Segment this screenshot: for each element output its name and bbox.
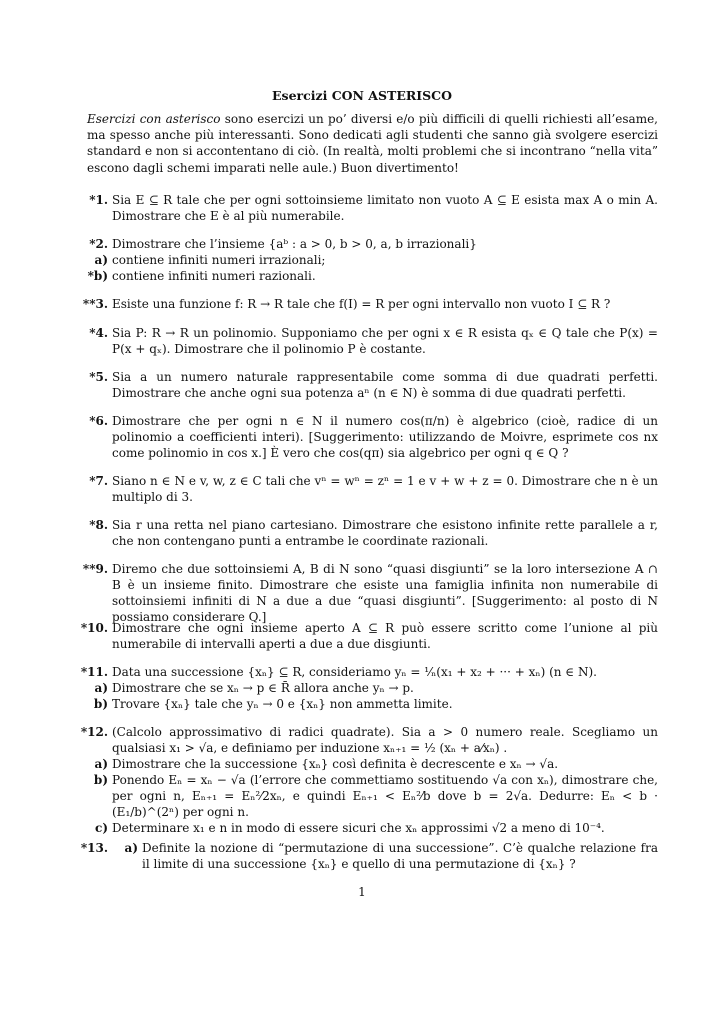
exercise-4 (62, 325, 658, 357)
intro-emphasis: Esercizi con asterisco (87, 112, 221, 126)
sub-text: Definite la nozione di “permutazione di una successione”. C’è qualche relazione fra il limite di una successione {xₙ} e quello di una permutazione di {xₙ} ? (142, 841, 658, 871)
sub-text: contiene infiniti numeri irrazionali; (112, 253, 326, 267)
exercise-number: **3. (82, 297, 108, 311)
exercise-number: *7. (89, 474, 108, 488)
exercise-3 (62, 296, 658, 312)
sub-text: Determinare x₁ e n in modo di essere sicuri che xₙ approssimi √2 a meno di 10⁻⁴. (112, 821, 605, 835)
exercise-number: *1. (89, 193, 108, 207)
exercise-2 (62, 236, 658, 284)
exercise-number: *2. (89, 237, 108, 251)
exercise-text: Esiste una funzione f: R → R tale che f(I) = R per ogni intervallo non vuoto I ⊆ R ? (112, 297, 611, 311)
exercise-number: *6. (89, 414, 108, 428)
exercise-10 (62, 620, 658, 652)
exercise-text: Sia r una retta nel piano cartesiano. Dimostrare che esistono infinite rette parallele a r, che non contengano punti a entrambe le coordinate razionali. (112, 518, 658, 548)
exercise-text: (Calcolo approssimativo di radici quadrate). Sia a > 0 numero reale. Scegliamo un qualsiasi x₁ > √a, e definiamo per induzione xₙ₊₁ = ½ (xₙ + a⁄xₙ) . (112, 725, 658, 755)
exercise-number: *5. (89, 370, 108, 384)
exercise-12 (62, 724, 658, 836)
exercise-text: Diremo che due sottoinsiemi A, B di N sono “quasi disgiunti” se la loro intersezione A ∩ B è un insieme finito. Dimostrare che esiste una famiglia infinita non numerabile di sottoinsiemi infiniti di N a due a due “quasi disgiunti”. [Suggerimento: al posto di N possiamo considerare Q.] (112, 562, 658, 624)
sub-label: a) (94, 681, 108, 695)
exercise-1 (62, 192, 658, 224)
intro-paragraph (87, 111, 658, 176)
exercise-text: Siano n ∈ N e v, w, z ∈ C tali che vⁿ = wⁿ = zⁿ = 1 e v + w + z = 0. Dimostrare che n è un multiplo di 3. (112, 474, 658, 504)
sub-label: c) (95, 821, 108, 835)
exercise-number: *10. (80, 621, 108, 635)
sub-text: Dimostrare che la successione {xₙ} così definita è decrescente e xₙ → √a. (112, 757, 559, 771)
exercise-text: Sia E ⊆ R tale che per ogni sottoinsieme limitato non vuoto A ⊆ E esista max A o min A. Dimostrare che E è al più numerabile. (112, 193, 658, 223)
exercise-number: *8. (89, 518, 108, 532)
exercise-number: *4. (89, 326, 108, 340)
sub-label: b) (93, 697, 108, 711)
exercise-number: *13. (80, 841, 108, 855)
exercise-7 (62, 473, 658, 505)
page-number: 1 (358, 885, 366, 899)
intro-text: sono esercizi un po’ diversi e/o più difficili di quelli richiesti all’esame, ma spesso anche più interessanti. Sono dedicati agli studenti che sanno già svolgere esercizi standard e non si accontentano di ciò. (In realtà, molti problemi che si incontrano “nella vita” escono dagli schemi imparati nelle aule.) Buon divertimento! (87, 112, 658, 175)
sub-text: Trovare {xₙ} tale che yₙ → 0 e {xₙ} non ammetta limite. (112, 697, 453, 711)
exercise-13 (62, 840, 658, 872)
exercise-8 (62, 517, 658, 549)
exercise-text: Dimostrare che ogni insieme aperto A ⊆ R può essere scritto come l’unione al più numerabile di intervalli aperti a due a due disgiunti. (112, 621, 658, 651)
sub-text: Dimostrare che se xₙ → p ∈ R̄ allora anche yₙ → p. (112, 681, 414, 695)
exercise-text: Data una successione {xₙ} ⊆ R, consideriamo yₙ = ¹⁄ₙ(x₁ + x₂ + ··· + xₙ) (n ∈ N). (112, 665, 597, 679)
exercise-number: *12. (80, 725, 108, 739)
exercise-number: **9. (82, 562, 108, 576)
exercise-text: Dimostrare che l’insieme {aᵇ : a > 0, b > 0, a, b irrazionali} (112, 237, 477, 251)
exercise-text: Dimostrare che per ogni n ∈ N il numero cos(π/n) è algebrico (cioè, radice di un polinomio a coefficienti interi). [Suggerimento: utilizzando de Moivre, esprimete cos nx come polinomio in cos x.] È vero che cos(qπ) sia algebrico per ogni q ∈ Q ? (112, 414, 658, 460)
exercise-number: *11. (80, 665, 108, 679)
sub-text: contiene infiniti numeri razionali. (112, 269, 316, 283)
exercise-5 (62, 369, 658, 401)
sub-label: a) (94, 253, 108, 267)
exercise-11 (62, 664, 658, 712)
sub-text: Ponendo Eₙ = xₙ − √a (l’errore che commettiamo sostituendo √a con xₙ), dimostrare che, per ogni n, Eₙ₊₁ = Eₙ²⁄2xₙ, e quindi Eₙ₊₁ < Eₙ²⁄b dove b = 2√a. Dedurre: Eₙ < b · (E₁/b)^(2ⁿ) per ogni n. (112, 773, 658, 819)
sub-label: *b) (87, 269, 108, 283)
exercise-9 (62, 561, 658, 625)
sub-label: a) (94, 757, 108, 771)
sub-label: a) (124, 841, 138, 855)
exercise-6 (62, 413, 658, 461)
exercise-text: Sia P: R → R un polinomio. Supponiamo che per ogni x ∈ R esista qₓ ∈ Q tale che P(x) = P(x + qₓ). Dimostrare che il polinomio P è costante. (112, 326, 658, 356)
sub-label: b) (93, 773, 108, 787)
exercise-text: Sia a un numero naturale rappresentabile come somma di due quadrati perfetti. Dimostrare che anche ogni sua potenza aⁿ (n ∈ N) è somma di due quadrati perfetti. (112, 370, 658, 400)
page-title: Esercizi CON ASTERISCO (272, 88, 452, 103)
